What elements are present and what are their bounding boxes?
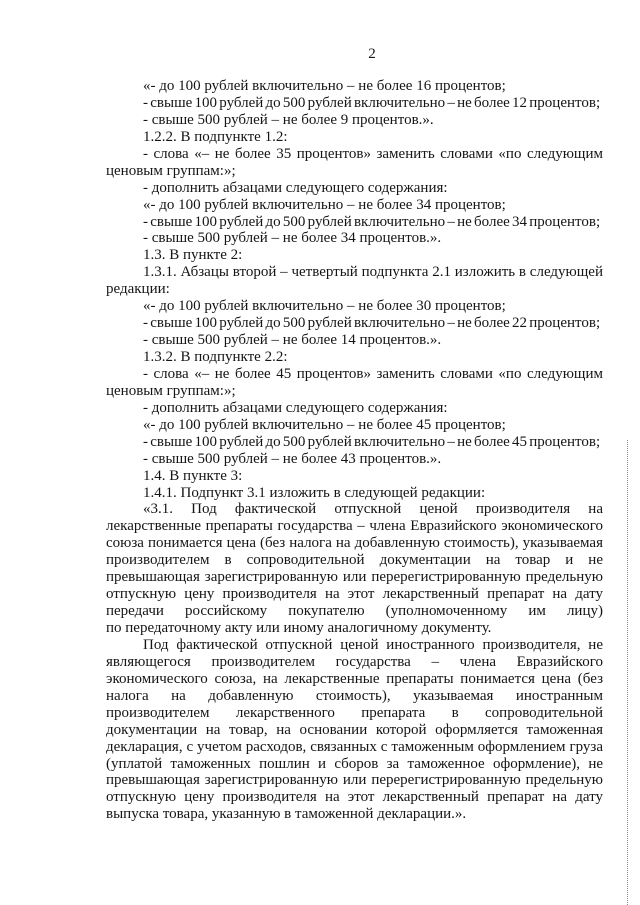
- text-line: производителем лекарственного препарата в сопроводительной: [106, 704, 603, 721]
- text-line: выпуска товара, указанную в таможенной декларации.».: [106, 806, 467, 823]
- text-line: - свыше 100 рублей до 500 рублей включительно – не более 12 процентов;: [143, 94, 601, 111]
- text-line: декларация, с учетом расходов, связанных с таможенным оформлением груза: [106, 738, 603, 755]
- text-line: редакции:: [106, 281, 170, 298]
- text-line: превышающая зарегистрированную или перерегистрированную предельную: [106, 569, 603, 586]
- text-line: - свыше 500 рублей – не более 43 процентов.».: [143, 450, 442, 467]
- text-line: лекарственные препараты государства – члена Евразийского экономического: [106, 518, 603, 535]
- text-line: превышающая зарегистрированную или перерегистрированную предельную: [106, 772, 603, 789]
- text-line: Под фактической отпускной ценой иностранного производителя, не: [143, 636, 603, 653]
- scan-edge-artifact: [627, 440, 628, 905]
- clause-heading: 1.4. В пункте 3:: [143, 467, 243, 484]
- text-line: - свыше 100 рублей до 500 рублей включительно – не более 34 процентов;: [143, 213, 601, 230]
- text-line: - свыше 500 рублей – не более 9 процентов.».: [143, 111, 434, 128]
- text-line: являющегося производителем государства – члена Евразийского: [106, 653, 603, 670]
- text-line: - слова «– не более 35 процентов» заменить словами «по следующим: [143, 145, 603, 162]
- text-line: - дополнить абзацами следующего содержания:: [143, 179, 448, 196]
- text-line: отпускную цену производителя на этот лекарственный препарат на дату: [106, 789, 603, 806]
- text-line: - свыше 100 рублей до 500 рублей включительно – не более 45 процентов;: [143, 433, 601, 450]
- text-line: документации на товар, на основании которой оформляется таможенная: [106, 721, 603, 738]
- page-number: 2: [368, 46, 376, 62]
- text-line: 1.4.1. Подпункт 3.1 изложить в следующей редакции:: [143, 484, 486, 501]
- text-line: налога на добавленную стоимость), указываемая иностранным: [106, 687, 603, 704]
- text-line: «- до 100 рублей включительно – не более 34 процентов;: [143, 196, 506, 213]
- text-line: - дополнить абзацами следующего содержания:: [143, 399, 448, 416]
- text-line: передачи российскому покупателю (уполномоченному им лицу): [106, 603, 603, 620]
- text-line: - слова «– не более 45 процентов» заменить словами «по следующим: [143, 365, 603, 382]
- text-line: ценовым группам:»;: [106, 162, 236, 179]
- text-line: - свыше 500 рублей – не более 34 процентов.».: [143, 230, 442, 247]
- text-line: ценовым группам:»;: [106, 382, 236, 399]
- clause-heading: 1.2.2. В подпункте 1.2:: [143, 128, 288, 145]
- text-line: союза понимается цена (без налога на добавленную стоимость), указываемая: [106, 535, 603, 552]
- text-line: - свыше 500 рублей – не более 14 процентов.».: [143, 332, 442, 349]
- clause-heading: 1.3. В пункте 2:: [143, 247, 243, 264]
- text-line: «- до 100 рублей включительно – не более 30 процентов;: [143, 298, 506, 315]
- text-line: по передаточному акту или иному аналогичному документу.: [106, 620, 492, 636]
- text-line: «- до 100 рублей включительно – не более 16 процентов;: [143, 78, 506, 94]
- clause-heading: 1.3.2. В подпункте 2.2:: [143, 349, 288, 365]
- text-line: - свыше 100 рублей до 500 рублей включительно – не более 22 процентов;: [143, 315, 601, 332]
- text-line: производителем в сопроводительной документации на товар и не: [106, 552, 603, 569]
- text-line: «3.1. Под фактической отпускной ценой производителя на: [143, 501, 603, 518]
- document-body: [106, 78, 603, 823]
- text-line: (уплатой таможенных пошлин и сборов за таможенное оформление), не: [106, 755, 603, 772]
- text-line: «- до 100 рублей включительно – не более 45 процентов;: [143, 416, 506, 433]
- text-line: 1.3.1. Абзацы второй – четвертый подпункта 2.1 изложить в следующей: [143, 264, 603, 281]
- text-line: отпускную цену производителя на этот лекарственный препарат на дату: [106, 586, 603, 603]
- text-line: экономического союза, на лекарственные препараты понимается цена (без: [106, 670, 603, 687]
